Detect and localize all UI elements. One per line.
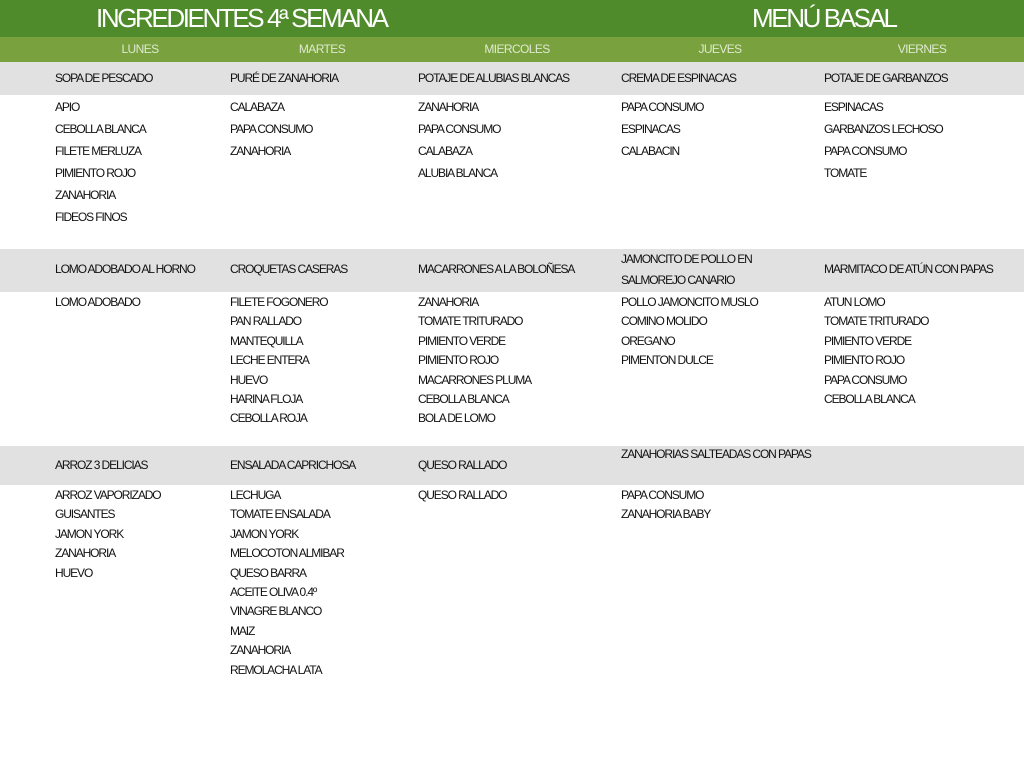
dish-tuesday: ENSALADA CAPRICHOSA — [230, 458, 356, 472]
ingredient-item: PIMIENTO VERDE — [824, 333, 912, 348]
ingredient-item: BOLA DE LOMO — [418, 411, 495, 426]
ingredient-item: PAPA CONSUMO — [824, 372, 907, 387]
dish-friday: POTAJE DE GARBANZOS — [824, 71, 948, 85]
ingredient-item: PIMIENTO ROJO — [824, 353, 905, 368]
ingredient-item: LECHE ENTERA — [230, 353, 309, 368]
ingredient-item: LOMO ADOBADO — [55, 295, 140, 309]
ingredient-list-tuesday-2 — [230, 293, 328, 429]
ingredient-item: PIMIENTO ROJO — [55, 166, 136, 180]
dish-row-2 — [0, 249, 1024, 292]
dish-wednesday: MACARRONES A LA BOLOÑESA — [418, 262, 575, 276]
ingredient-item: ESPINACAS — [824, 100, 883, 114]
ingredient-item: PIMIENTO ROJO — [418, 353, 499, 368]
dish-thursday: ZANAHORIAS SALTEADAS CON PAPAS — [621, 447, 811, 461]
ingredient-item: PAPA CONSUMO — [230, 122, 313, 136]
dish-monday: LOMO ADOBADO AL HORNO — [55, 262, 195, 276]
ingredient-item: POLLO JAMONCITO MUSLO — [621, 295, 758, 309]
ingredient-list-thursday-3 — [621, 486, 710, 525]
ingredient-list-thursday-2 — [621, 293, 758, 371]
ingredient-item: JAMON YORK — [230, 526, 299, 541]
dish-tuesday: PURÉ DE ZANAHORIA — [230, 71, 338, 85]
ingredient-item: ZANAHORIA — [418, 100, 479, 114]
ingredient-item: QUESO RALLADO — [418, 488, 507, 502]
dish-friday: MARMITACO DE ATÚN CON PAPAS — [824, 262, 993, 276]
ingredient-item: PIMIENTO VERDE — [418, 333, 506, 348]
ingredient-item: TOMATE — [824, 166, 867, 180]
ingredient-list-friday-1 — [824, 96, 943, 184]
ingredient-list-wednesday-3 — [418, 486, 506, 505]
ingredient-item: FILETE FOGONERO — [230, 295, 328, 309]
ingredient-list-tuesday-1 — [230, 96, 312, 162]
day-thursday: JUEVES — [698, 42, 742, 56]
ingredient-item: GARBANZOS LECHOSO — [824, 122, 943, 136]
ingredient-item: GUISANTES — [55, 507, 115, 522]
ingredient-item: HARINA FLOJA — [230, 391, 303, 406]
ingredient-item: PAPA CONSUMO — [621, 100, 704, 114]
ingredient-item: ALUBIA BLANCA — [418, 166, 498, 180]
day-tuesday: MARTES — [298, 42, 346, 56]
ingredient-item: APIO — [55, 100, 80, 114]
dish-monday: SOPA DE PESCADO — [55, 71, 153, 85]
page-title: INGREDIENTES 4ª SEMANA — [96, 3, 387, 33]
ingredient-item: PAPA CONSUMO — [824, 144, 907, 158]
ingredient-item: ESPINACAS — [621, 122, 680, 136]
ingredient-item: QUESO BARRA — [230, 565, 306, 580]
ingredient-item: ATUN LOMO — [824, 295, 885, 309]
ingredient-list-monday-2 — [55, 293, 140, 312]
ingredient-item: TOMATE TRITURADO — [824, 314, 929, 329]
ingredient-item: MANTEQUILLA — [230, 333, 303, 348]
ingredient-item: ZANAHORIA — [230, 144, 291, 158]
ingredient-item: CEBOLLA BLANCA — [418, 391, 509, 406]
ingredient-item: ZANAHORIA — [230, 643, 291, 658]
ingredient-item: CALABACIN — [621, 144, 680, 158]
ingredient-item: VINAGRE BLANCO — [230, 604, 322, 619]
ingredient-item: MAIZ — [230, 623, 255, 638]
menu-type-label: MENÚ BASAL — [752, 3, 896, 33]
dish-wednesday: QUESO RALLADO — [418, 458, 507, 472]
dish-thursday: CREMA DE ESPINACAS — [621, 71, 736, 85]
ingredient-list-friday-2 — [824, 293, 928, 409]
ingredient-item: CALABAZA — [230, 100, 284, 114]
dish-wednesday: POTAJE DE ALUBIAS BLANCAS — [418, 71, 570, 85]
dish-row-1 — [0, 62, 1024, 95]
days-header — [0, 37, 1024, 62]
ingredient-item: CEBOLLA ROJA — [230, 411, 307, 426]
ingredient-item: ZANAHORIA — [55, 546, 116, 561]
ingredient-item: MACARRONES PLUMA — [418, 372, 532, 387]
ingredient-list-tuesday-3 — [230, 486, 344, 680]
ingredient-item: CALABAZA — [418, 144, 472, 158]
ingredient-item: ZANAHORIA — [418, 295, 479, 309]
ingredient-item: TOMATE ENSALADA — [230, 507, 330, 522]
ingredient-list-thursday-1 — [621, 96, 703, 162]
ingredient-item: ZANAHORIA — [55, 188, 116, 202]
dish-row-3 — [0, 446, 1024, 485]
ingredient-item: REMOLACHA LATA — [230, 662, 322, 677]
dish-tuesday: CROQUETAS CASERAS — [230, 262, 348, 276]
ingredient-item: PAPA CONSUMO — [621, 488, 704, 502]
ingredient-item: LECHUGA — [230, 488, 281, 502]
dish-thursday: JAMONCITO DE POLLO EN SALMOREJO CANARIO — [621, 252, 752, 287]
ingredient-item: ARROZ VAPORIZADO — [55, 488, 161, 502]
ingredient-item: ACEITE OLIVA 0.4º — [230, 584, 317, 599]
day-monday: LUNES — [121, 42, 159, 56]
ingredient-item: PAPA CONSUMO — [418, 122, 501, 136]
ingredient-item: HUEVO — [230, 372, 268, 387]
ingredient-item: CEBOLLA BLANCA — [824, 391, 915, 406]
ingredient-list-wednesday-2 — [418, 293, 531, 429]
ingredient-item: ZANAHORIA BABY — [621, 507, 711, 522]
ingredient-item: CEBOLLA BLANCA — [55, 122, 146, 136]
day-friday: VIERNES — [897, 42, 947, 56]
ingredient-item: OREGANO — [621, 333, 675, 348]
ingredient-item: FILETE MERLUZA — [55, 144, 141, 158]
ingredient-item: MELOCOTON ALMIBAR — [230, 546, 344, 561]
ingredient-item: COMINO MOLIDO — [621, 314, 707, 329]
ingredient-item: PAN RALLADO — [230, 314, 302, 329]
ingredient-list-wednesday-1 — [418, 96, 500, 184]
ingredient-item: HUEVO — [55, 565, 93, 580]
day-wednesday: MIERCOLES — [484, 42, 550, 56]
ingredient-item: JAMON YORK — [55, 526, 124, 541]
dish-monday: ARROZ 3 DELICIAS — [55, 458, 148, 472]
title-bar — [0, 0, 1024, 37]
ingredient-list-monday-3 — [55, 486, 161, 583]
ingredient-item: TOMATE TRITURADO — [418, 314, 523, 329]
ingredient-item: PIMENTON DULCE — [621, 353, 713, 368]
ingredient-list-monday-1 — [55, 96, 146, 228]
ingredient-item: FIDEOS FINOS — [55, 210, 127, 224]
